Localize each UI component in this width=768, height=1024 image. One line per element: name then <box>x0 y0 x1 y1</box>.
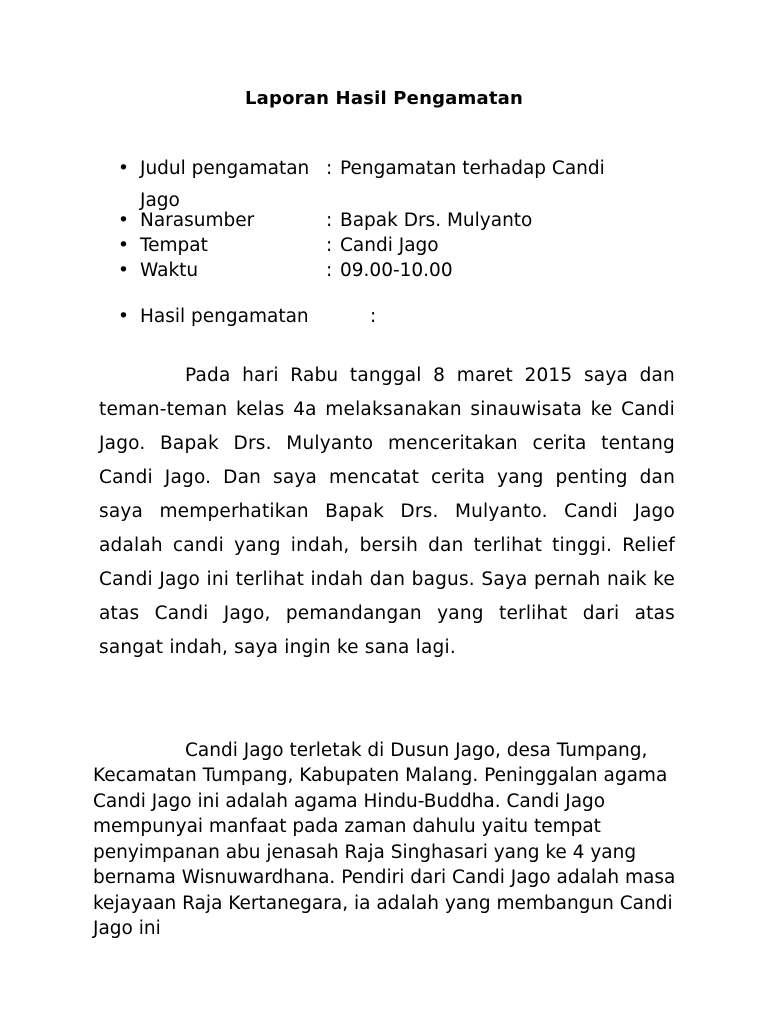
info-label: Waktu <box>140 260 199 281</box>
bullet-icon: • <box>118 158 129 179</box>
info-colon: : <box>326 158 333 179</box>
info-colon: : <box>326 210 333 231</box>
info-item-tempat <box>118 233 678 258</box>
info-colon: : <box>370 306 377 327</box>
document-title: Laporan Hasil Pengamatan <box>244 88 524 109</box>
info-label: Hasil pengamatan <box>140 306 309 327</box>
info-colon: : <box>326 235 333 256</box>
info-item-waktu <box>118 258 678 283</box>
info-value: Candi Jago <box>340 235 439 256</box>
info-label: Judul pengamatan <box>140 158 310 179</box>
info-label: Narasumber <box>140 210 255 231</box>
info-value: Pengamatan terhadap Candi <box>340 158 605 179</box>
info-label: Tempat <box>140 235 208 256</box>
info-item-hasil <box>118 304 418 329</box>
description-paragraph: Candi Jago terletak di Dusun Jago, desa Tumpang, Kecamatan Tumpang, Kabupaten Malang. Peninggalan agama Candi Jago ini adalah agama Hindu-Buddha. Candi Jago mempunyai manfaat pada zaman dahulu yaitu tempat penyimpanan abu jenasah Raja Singhasari yang ke 4 yang bernama Wisnuwardhana. Pendiri dari Candi Jago adalah masa kejayaan Raja Kertanegara, ia adalah yang membangun Candi Jago ini <box>93 739 676 939</box>
bullet-icon: • <box>118 210 129 231</box>
bullet-icon: • <box>118 306 129 327</box>
info-value-continuation: Jago <box>140 190 180 211</box>
info-item-narasumber <box>118 208 678 233</box>
info-item-judul <box>118 156 678 211</box>
info-value: Bapak Drs. Mulyanto <box>340 210 533 231</box>
bullet-icon: • <box>118 235 129 256</box>
observation-paragraph: Pada hari Rabu tanggal 8 maret 2015 saya dan teman-teman kelas 4a melaksanakan sinauwisata ke Candi Jago. Bapak Drs. Mulyanto menceritakan cerita tentang Candi Jago. Dan saya mencatat cerita yang penting dan saya memperhatikan Bapak Drs. Mulyanto. Candi Jago adalah candi yang indah, bersih dan terlihat tinggi. Relief Candi Jago ini terlihat indah dan bagus. Saya pernah naik ke atas Candi Jago, pemandangan yang terlihat dari atas sangat indah, saya ingin ke sana lagi. <box>99 364 675 658</box>
info-list <box>118 156 678 283</box>
bullet-icon: • <box>118 260 129 281</box>
info-value: 09.00-10.00 <box>340 260 453 281</box>
info-colon: : <box>326 260 333 281</box>
